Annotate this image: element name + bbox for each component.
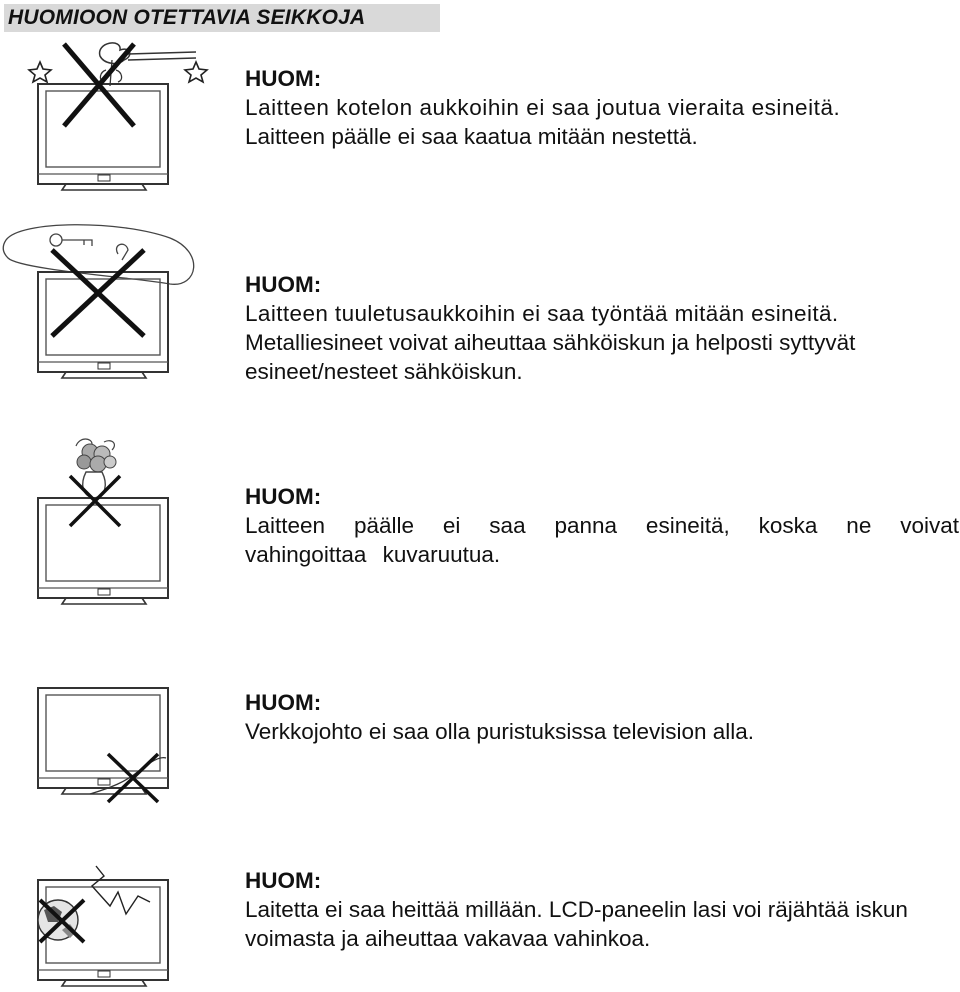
notice-line: Laitteen tuuletusaukkoihin ei saa työntää mitään esineitä.	[245, 301, 839, 326]
notice-label: HUOM:	[245, 66, 322, 91]
notice-3-text	[245, 482, 959, 569]
notice-1-text	[245, 64, 959, 151]
tv-objects-on-top-warning-illustration	[0, 432, 240, 612]
notice-label: HUOM:	[245, 690, 322, 715]
tv-liquid-warning-illustration	[0, 36, 240, 196]
notice-line: Metalliesineet voivat aiheuttaa sähköiskun ja helposti syttyvät esineet/nesteet sähköiskun.	[245, 330, 856, 384]
section-header	[4, 4, 440, 32]
notice-line: Laitteen kotelon aukkoihin ei saa joutua vieraita esineitä.	[245, 95, 841, 120]
notice-label: HUOM:	[245, 272, 322, 297]
notice-label: HUOM:	[245, 484, 322, 509]
notice-line: Laitetta ei saa heittää millään. LCD-paneelin lasi voi räjähtää iskun voimasta ja aiheuttaa vakavaa vahinkoa.	[245, 897, 908, 951]
notice-5	[0, 862, 960, 992]
notice-4-text	[245, 688, 959, 746]
notice-line: Laitteen päälle ei saa panna esineitä, koska ne voivat vahingoittaa kuvaruutua.	[245, 513, 959, 567]
tv-power-cord-warning-illustration	[0, 684, 240, 804]
notice-2-text	[245, 270, 959, 386]
section-title: HUOMIOON OTETTAVIA SEIKKOJA	[8, 6, 366, 29]
notice-line: Laitteen päälle ei saa kaatua mitään nestettä.	[245, 124, 698, 149]
notice-2	[0, 218, 960, 388]
notice-4	[0, 684, 960, 804]
notice-3	[0, 432, 960, 612]
tv-ventilation-warning-illustration	[0, 218, 240, 388]
notice-1	[0, 36, 960, 196]
tv-impact-warning-illustration	[0, 862, 240, 992]
notice-line: Verkkojohto ei saa olla puristuksissa television alla.	[245, 719, 755, 744]
notice-label: HUOM:	[245, 868, 322, 893]
notice-5-text	[245, 866, 959, 953]
